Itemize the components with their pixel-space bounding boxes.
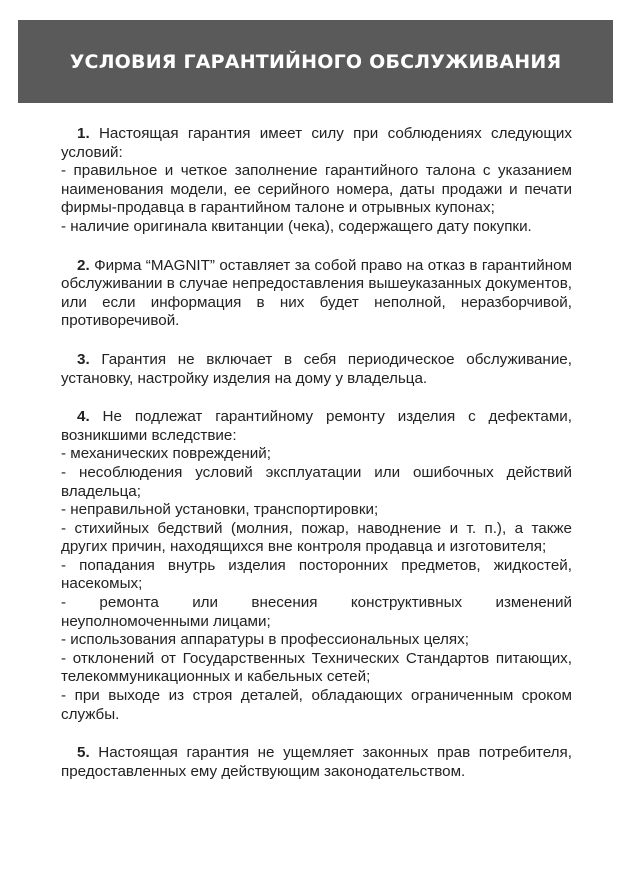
list-item: - при выходе из строя деталей, обладающих ограниченным сроком службы. (61, 687, 572, 723)
section-2 (61, 257, 572, 331)
warranty-terms (61, 125, 572, 801)
section-5 (61, 744, 572, 781)
section-3 (61, 351, 572, 388)
section-text: Гарантия не включает в себя периодическое обслуживание, установку, настройку изделия на дому у владельца. (61, 350, 572, 387)
section-lead (61, 257, 572, 331)
section-text: Настоящая гарантия не ущемляет законных прав потребителя, предоставленных ему действующим законодательством. (61, 744, 572, 780)
list-item: - отклонений от Государственных Технических Стандартов питающих, телекоммуникационных и кабельных сетей; (61, 649, 572, 686)
section-lead (61, 125, 572, 162)
section-lead (61, 408, 572, 445)
list-item: - ремонта или внесения конструктивных изменений неуполномоченными лицами; (61, 594, 572, 630)
section-number: 4. (77, 408, 90, 426)
section-lead (61, 744, 572, 781)
list-item: - несоблюдения условий эксплуатации или ошибочных действий владельца; (61, 463, 572, 500)
list-item: - использования аппаратуры в профессиональных целях; (61, 631, 469, 649)
section-text: Не подлежат гарантийному ремонту изделия с дефектами, возникшими вследствие: (61, 408, 572, 444)
section-4 (61, 408, 572, 724)
page-title: УСЛОВИЯ ГАРАНТИЙНОГО ОБСЛУЖИВАНИЯ (69, 50, 562, 73)
list-item: - неправильной установки, транспортировки; (61, 501, 379, 519)
list-item: - правильное и четкое заполнение гарантийного талона с указанием наименования модели, ее серийного номера, даты продажи и печати фирмы-продавца в гарантийном талоне и отрывных купонах; (61, 162, 572, 217)
title-banner (18, 20, 613, 103)
section-number: 3. (77, 350, 90, 368)
section-number: 1. (77, 125, 90, 142)
section-number: 5. (77, 744, 90, 762)
section-number: 2. (77, 256, 90, 274)
list-item: - попадания внутрь изделия посторонних предметов, жидкостей, насекомых; (61, 556, 572, 593)
list-item: - стихийных бедствий (молния, пожар, наводнение и т. п.), а также других причин, находящихся вне контроля продавца и изготовителя; (61, 519, 572, 556)
section-lead (61, 351, 572, 388)
list-item: - наличие оригинала квитанции (чека), содержащего дату покупки. (61, 217, 532, 235)
section-text: Фирма “MAGNIT” оставляет за собой право на отказ в гарантийном обслуживании в случае непредоставления вышеуказанных документов, или если информация в них будет неполной, неразборчивой, противоречивой. (61, 256, 572, 330)
section-text: Настоящая гарантия имеет силу при соблюдениях следующих условий: (61, 125, 572, 161)
list-item: - механических повреждений; (61, 445, 271, 463)
section-1 (61, 125, 572, 237)
